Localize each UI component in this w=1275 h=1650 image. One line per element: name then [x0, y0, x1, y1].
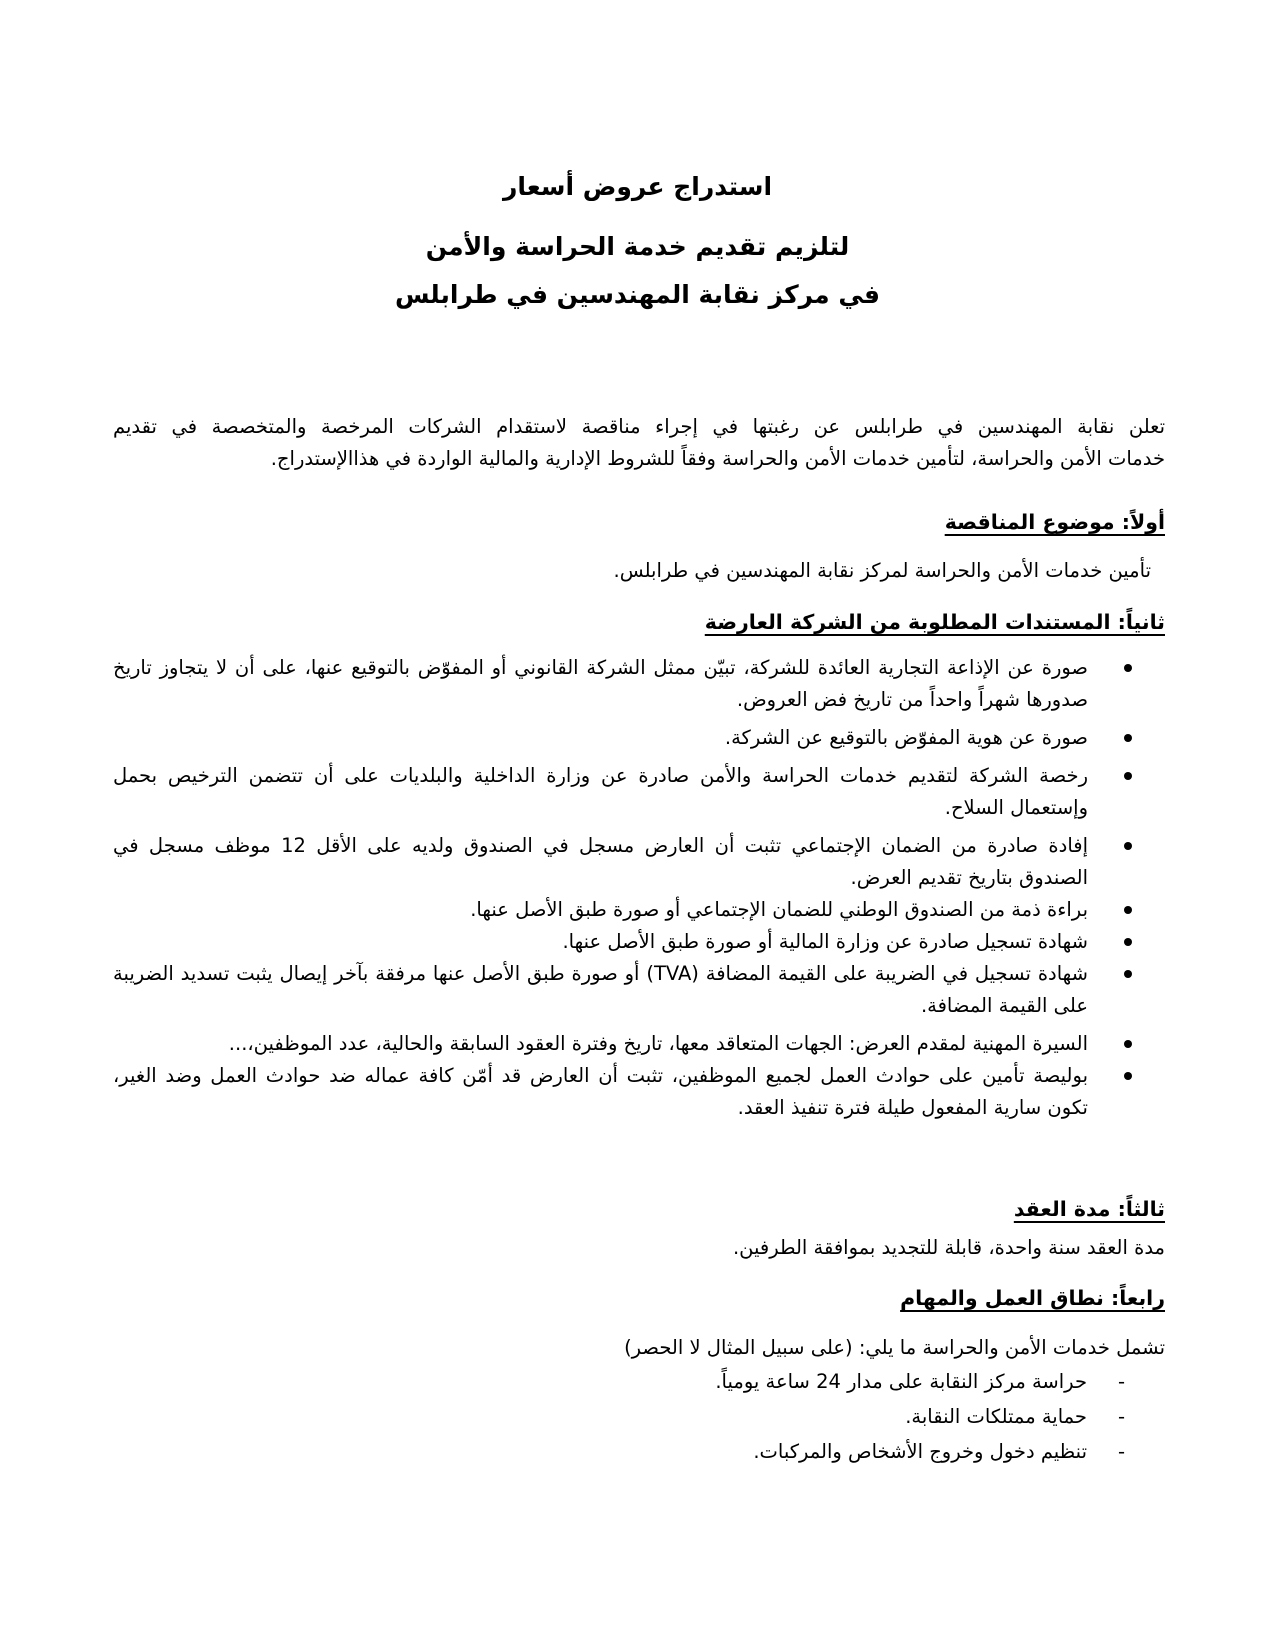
list-item [113, 760, 1165, 824]
document-title: استدراج عروض أسعار [502, 172, 773, 201]
list-item-text: صورة عن هوية المفوّض بالتوقيع عن الشركة. [724, 726, 1088, 749]
list-item [113, 1060, 1165, 1124]
bullet-icon [1124, 734, 1132, 742]
list-item-text: إفادة صادرة من الضمان الإجتماعي تثبت أن العارض مسجل في الصندوق ولديه على الأقل 12 موظف مسجل في الصندوق بتاريخ تقديم العرض. [113, 834, 1088, 889]
list-item-text: شهادة تسجيل في الضريبة على القيمة المضافة (TVA) أو صورة طبق الأصل عنها مرفقة بآخر إيصال يثبت تسديد الضريبة على القيمة المضافة. [113, 962, 1088, 1017]
list-item-text: براءة ذمة من الصندوق الوطني للضمان الإجتماعي أو صورة طبق الأصل عنها. [470, 898, 1088, 921]
section-3-heading: ثالثاً: مدة العقد [1013, 1197, 1165, 1221]
bullet-icon [1124, 842, 1132, 850]
list-item-text: بوليصة تأمين على حوادث العمل لجميع الموظفين، تثبت أن العارض قد أمّن كافة عماله ضد حوادث العمل وضد الغير، تكون سارية المفعول طيلة فترة تنفيذ العقد. [113, 1064, 1088, 1119]
list-item [113, 958, 1165, 1022]
bullet-icon [1124, 664, 1132, 672]
list-item-text: حراسة مركز النقابة على مدار 24 ساعة يومياً. [715, 1370, 1087, 1393]
scope-tasks-list [565, 1366, 1165, 1471]
list-item [565, 1401, 1165, 1433]
list-item [113, 652, 1165, 716]
bullet-icon [1124, 1072, 1132, 1080]
list-item [113, 830, 1165, 894]
section-3-text: مدة العقد سنة واحدة، قابلة للتجديد بموافقة الطرفين. [732, 1236, 1165, 1259]
dash-icon: - [1117, 1405, 1125, 1428]
bullet-icon [1124, 906, 1132, 914]
section-2-heading: ثانياً: المستندات المطلوبة من الشركة العارضة [704, 610, 1165, 634]
bullet-icon [1124, 970, 1132, 978]
dash-icon: - [1117, 1440, 1125, 1463]
bullet-icon [1124, 772, 1132, 780]
bullet-icon [1124, 938, 1132, 946]
list-item-text: السيرة المهنية لمقدم العرض: الجهات المتعاقد معها، تاريخ وفترة العقود السابقة والحالية، عدد الموظفين،... [228, 1032, 1088, 1055]
section-1-text: تأمين خدمات الأمن والحراسة لمركز نقابة المهندسين في طرابلس. [613, 559, 1151, 582]
document-subtitle-line-1: لتلزيم تقديم خدمة الحراسة والأمن [425, 232, 850, 261]
document-subtitle-line-2: في مركز نقابة المهندسين في طرابلس [394, 280, 881, 309]
list-item-text: تنظيم دخول وخروج الأشخاص والمركبات. [753, 1440, 1087, 1463]
intro-paragraph [113, 411, 1165, 475]
required-documents-list [113, 652, 1165, 1124]
section-4-text: تشمل خدمات الأمن والحراسة ما يلي: (على سبيل المثال لا الحصر) [624, 1336, 1165, 1359]
list-item [565, 1366, 1165, 1398]
list-item [113, 722, 1165, 754]
bullet-icon [1124, 1040, 1132, 1048]
list-item-text: حماية ممتلكات النقابة. [905, 1405, 1087, 1428]
intro-line-2: خدمات الأمن والحراسة، لتأمين خدمات الأمن والحراسة وفقاً للشروط الإدارية والمالية الواردة في هذاالإستدراج. [270, 447, 1165, 470]
list-item [565, 1436, 1165, 1468]
list-item-text: صورة عن الإذاعة التجارية العائدة للشركة، تبيّن ممثل الشركة القانوني أو المفوّض بالتوقيع عنها، على أن لا يتجاوز تاريخ صدورها شهراً واحداً من تاريخ فض العروض. [113, 656, 1088, 711]
list-item-text: شهادة تسجيل صادرة عن وزارة المالية أو صورة طبق الأصل عنها. [562, 930, 1088, 953]
list-item-text: رخصة الشركة لتقديم خدمات الحراسة والأمن صادرة عن وزارة الداخلية والبلديات على أن تتضمن الترخيص بحمل وإستعمال السلاح. [113, 764, 1088, 819]
intro-line-1: تعلن نقابة المهندسين في طرابلس عن رغبتها في إجراء مناقصة لاستقدام الشركات المرخصة والمتخصصة في تقديم [113, 415, 1165, 438]
section-1-heading: أولاً: موضوع المناقصة [944, 510, 1165, 534]
dash-icon: - [1117, 1370, 1125, 1393]
list-item [113, 926, 1165, 958]
section-4-heading: رابعاً: نطاق العمل والمهام [900, 1286, 1165, 1310]
list-item [113, 1028, 1165, 1060]
list-item [113, 894, 1165, 926]
